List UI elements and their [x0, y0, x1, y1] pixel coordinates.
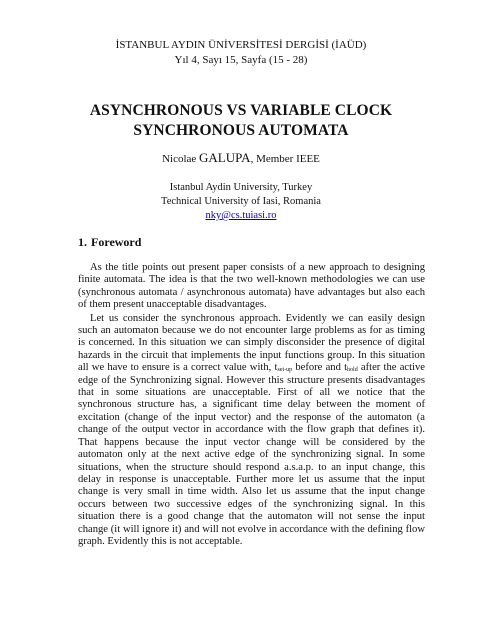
- journal-name: İSTANBUL AYDIN ÜNİVERSİTESİ DERGİSİ (İAÜD): [115, 39, 367, 51]
- affiliation-line-1: Istanbul Aydin University, Turkey: [169, 182, 313, 193]
- journal-issue: Yıl 4, Sayı 15, Sayfa (15 - 28): [174, 54, 308, 66]
- section-number: 1.: [78, 235, 87, 249]
- paper-title-line-2: SYNCHRONOUS AUTOMATA: [133, 122, 349, 139]
- paragraph-2-part-c: after the active edge of the Synchronizing signal. However this structure presents disadvantages that in some situations are unacceptable. First of all we notice that the synchronous structure has, a significant time delay between the moment of excitation (change of the input vector) and the response of the automaton (a change of the output vector in accordance with the flow graph that defines it). That happens because the input vector change will be considered by the automaton only at the next active edge of the synchronizing signal. In some situations, when the structure should respond a.s.a.p. to an input change, this delay in response is unacceptable. Further more let us assume that the input change is very small in time width. Also let us assume that the input change occurs between two successive edges of the synchronizing signal. In this situation there is a good change that the automaton will not sense the input change (it will ignore it) and will not evolve in accordance with the defining flow graph. Evidently this is not acceptable.: [78, 362, 425, 547]
- setup-time-subscript: set-up: [277, 367, 293, 374]
- affiliation-line-2: Technical University of Iasi, Romania: [161, 196, 321, 207]
- affiliation-block: [0, 181, 482, 223]
- paragraph-2-part-b: before and t: [292, 362, 348, 374]
- section-heading: [78, 234, 141, 250]
- paragraph-1: As the title points out present paper consists of a new approach to designing finite automata. The idea is that the two well-known methodologies we can use (synchronous automata / asynchronous automata) have advantages but also each of them present unacceptable disadvantages.: [78, 262, 425, 311]
- author-last-name: GALUPA: [199, 150, 251, 165]
- paper-title-line-1: ASYNCHRONOUS VS VARIABLE CLOCK: [89, 102, 393, 119]
- body-text: [78, 262, 425, 549]
- hold-time-subscript: hold: [347, 367, 358, 374]
- author-suffix: , Member IEEE: [250, 153, 320, 165]
- author-first-name: Nicolae: [162, 153, 197, 165]
- paragraph-2-part-a: Let us consider the synchronous approach. Evidently we can easily design such an automaton because we do not encounter large problems as for as timing is concerned. In this situation we can simply disconsider the presence of digital hazards in the circuit that implements the input functions group. In this situation all we have to ensure is a correct value with, t: [78, 312, 425, 374]
- section-title: Foreword: [91, 235, 142, 249]
- author-line: [0, 150, 482, 167]
- paper-title: [0, 101, 482, 141]
- journal-header: [0, 38, 482, 68]
- paragraph-2: [78, 313, 425, 549]
- author-email-link[interactable]: nky@cs.tuiasi.ro: [205, 210, 277, 221]
